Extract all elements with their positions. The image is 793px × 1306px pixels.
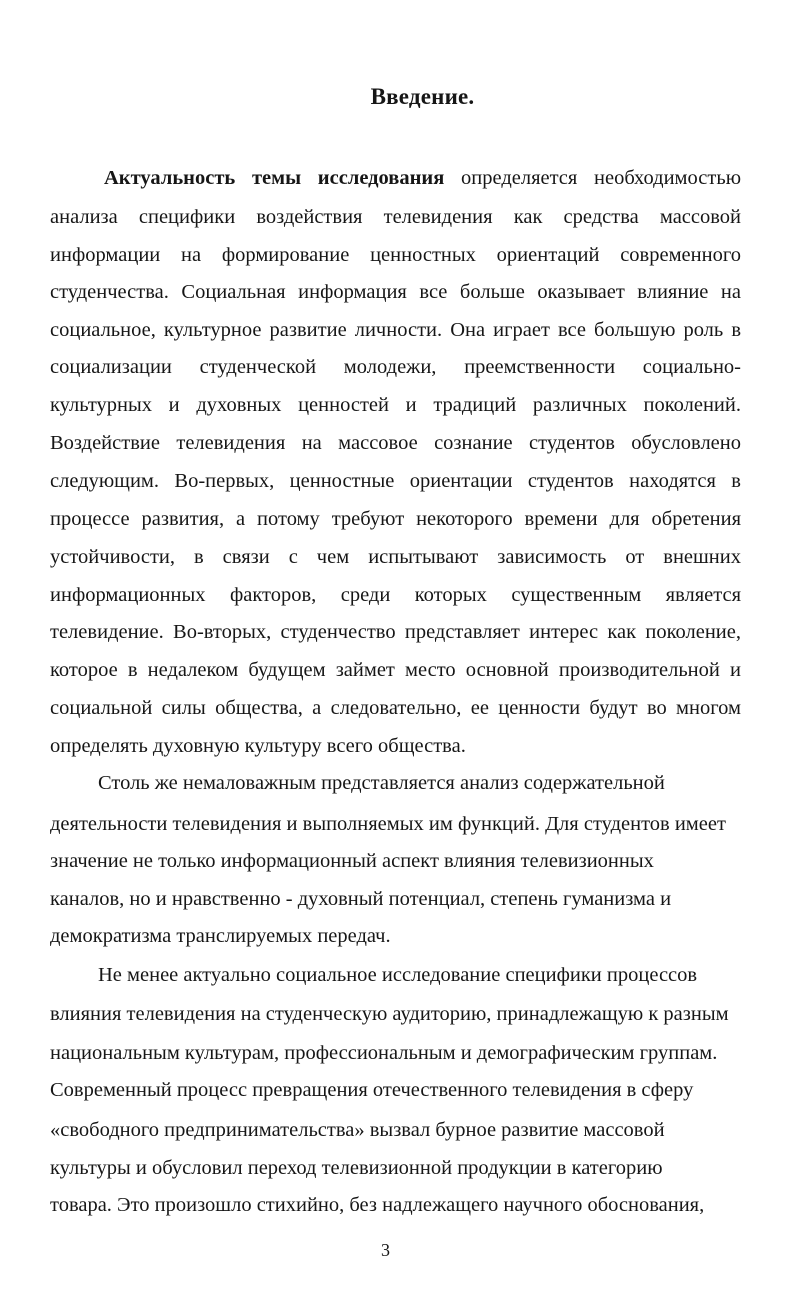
lead-emphasis: Актуальность темы исследования — [104, 167, 445, 189]
text-line: каналов, но и нравственно - духовный потенциал, степень гуманизма и — [50, 888, 672, 910]
text-line: Не менее актуально социальное исследование специфики процессов — [98, 964, 698, 986]
text-line: «свободного предпринимательства» вызвал бурное развитие массовой — [50, 1119, 665, 1141]
page-title: Введение. — [370, 84, 475, 109]
text-line: которое в недалеком будущем займет место основной производительной и — [50, 659, 741, 681]
text-line: товара. Это произошло стихийно, без надлежащего научного обоснования, — [50, 1194, 705, 1216]
text-line: социальной силы общества, а следовательно, ее ценности будут во многом — [50, 697, 741, 719]
text-line: культурных и духовных ценностей и традиций различных поколений. — [50, 394, 741, 416]
text-line: Столь же немаловажным представляется анализ содержательной — [98, 772, 665, 794]
text-line: процессе развития, а потому требуют некоторого времени для обретения — [50, 508, 741, 530]
text-line: значение не только информационный аспект влияния телевизионных — [50, 850, 654, 872]
lead-text: определяется необходимостью — [461, 167, 742, 189]
text-line: социализации студенческой молодежи, преемственности социально- — [50, 356, 741, 378]
text-line: анализа специфики воздействия телевидения как средства массовой — [50, 206, 741, 228]
text-line: телевидение. Во-вторых, студенчество представляет интерес как поколение, — [50, 621, 741, 643]
text-line: Современный процесс превращения отечественного телевидения в сферу — [50, 1079, 694, 1101]
text-line: национальным культурам, профессиональным и демографическим группам. — [50, 1042, 718, 1064]
text-line: устойчивости, в связи с чем испытывают зависимость от внешних — [50, 546, 741, 568]
text-line: влияния телевидения на студенческую аудиторию, принадлежащую к разным — [50, 1003, 729, 1025]
paragraph-1-lead-line — [104, 164, 741, 192]
text-line: следующим. Во-первых, ценностные ориентации студентов находятся в — [50, 470, 741, 492]
text-line: информационных факторов, среди которых существенным является — [50, 584, 741, 606]
text-line: демократизма транслируемых передач. — [50, 925, 391, 947]
text-line: определять духовную культуру всего общества. — [50, 735, 466, 757]
text-line: социальное, культурное развитие личности. Она играет все большую роль в — [50, 319, 741, 341]
text-line: культуры и обусловил переход телевизионной продукции в категорию — [50, 1157, 663, 1179]
page-number: 3 — [381, 1240, 390, 1260]
text-line: Воздействие телевидения на массовое сознание студентов обусловлено — [50, 432, 741, 454]
text-line: деятельности телевидения и выполняемых им функций. Для студентов имеет — [50, 813, 726, 835]
text-line: студенчества. Социальная информация все больше оказывает влияние на — [50, 281, 741, 303]
text-line: информации на формирование ценностных ориентаций современного — [50, 244, 741, 266]
